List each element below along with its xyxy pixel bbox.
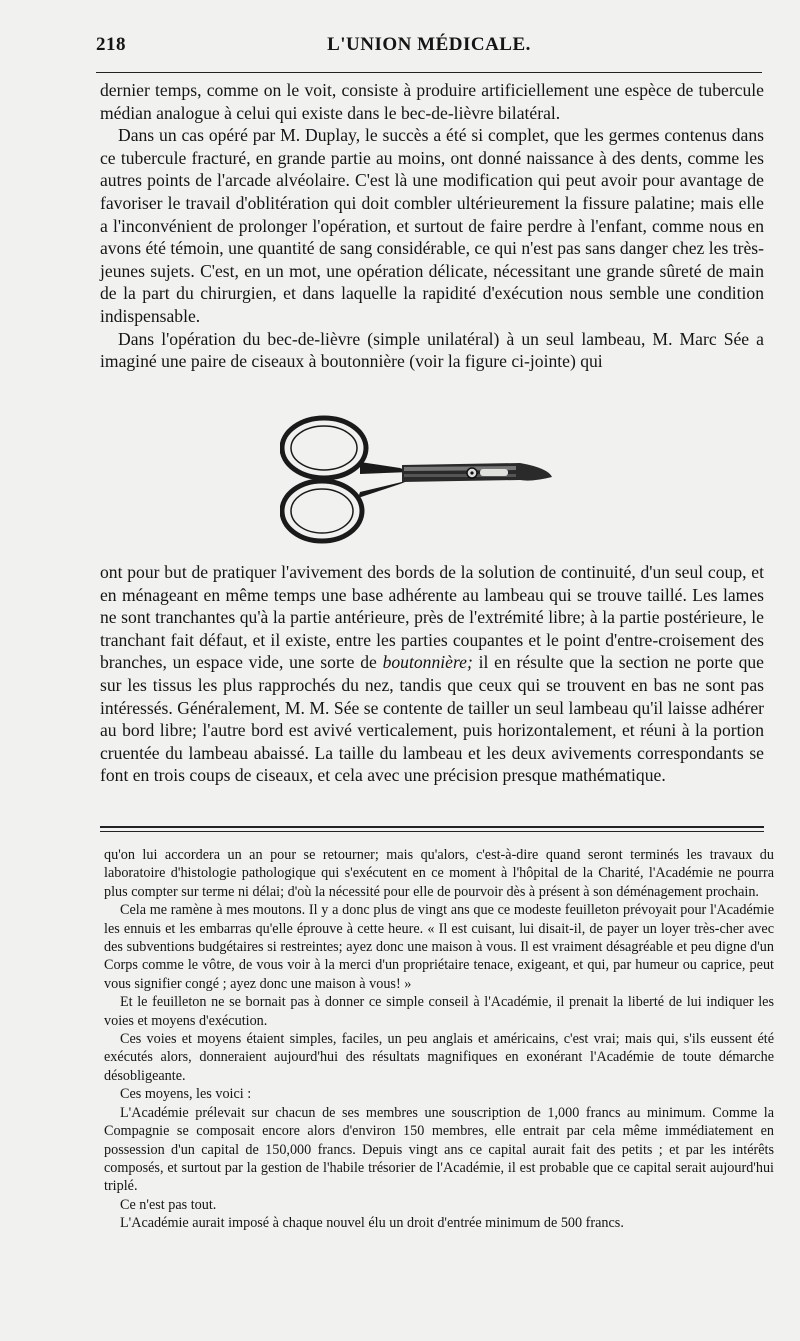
page-number: 218	[96, 34, 126, 55]
feuilleton-separator	[100, 826, 764, 832]
feuilleton-paragraph-2: Cela me ramène à mes moutons. Il y a donc plus de vingt ans que ce modeste feuilleton prévoyait pour l'Académie les ennuis et les embarras qu'elle éprouve à cette heure. « Il est cuisant, lui disait-il, de payer un loyer très-cher avec des subventions budgétaires si restreintes; ayez donc une maison à vous. Il est vraiment désagréable et peu digne d'un Corps comme le vôtre, de vous voir à la merci d'un propriétaire tenace, exigeant, et qui, par humeur ou caprice, peut vous signifier congé ; ayez donc une maison à vous! »	[104, 902, 774, 992]
feuilleton-paragraph-5: Ces moyens, les voici :	[120, 1086, 252, 1103]
article-paragraph-1: dernier temps, comme on le voit, consiste à produire artificiellement une espèce de tubercule médian analogue à celui qui existe dans le bec-de-lièvre bilatéral.	[100, 80, 764, 123]
article-emphasis: boutonnière;	[382, 652, 473, 673]
article-upper	[100, 79, 764, 373]
article-lower	[100, 561, 764, 787]
article-paragraph-4b: il en résulte que la section ne porte que sur les tissus les plus rapprochés du nez, tandis que ceux qui se trouvent en bas ne sont pas intéressés. Généralement, M. M. Sée se contente de tailler un seul lambeau qu'il laisse adhérer au bord libre; l'autre bord est avivé verticalement, puis horizontalement, et réuni à la portion cruentée du lambeau abaissé. La taille du lambeau et les deux avivements correspondants se font en trois coups de ciseaux, et cela avec une précision presque mathématique.	[100, 652, 764, 786]
article-paragraph-2: Dans un cas opéré par M. Duplay, le succès a été si complet, que les germes contenus dans ce tubercule fracturé, en grande partie au moins, ont donné naissance à des dents, comme les autres points de l'arcade alvéolaire. C'est là une modification qui peut avoir pour avantage de favoriser le travail d'oblitération qui doit combler ultérieurement la fissure palatine; mais elle a l'inconvénient de prolonger l'opération, et surtout de faire perdre à l'enfant, comme nous en avons été témoin, une quantité de sang considérable, ce qui n'est pas sans danger chez les très-jeunes sujets. C'est, en un mot, une opération délicate, nécessitant une grande sûreté de main de la part du chirurgien, et dans laquelle la rapidité d'exécution nous semble une condition indispensable.	[100, 125, 764, 326]
feuilleton-paragraph-7: Ce n'est pas tout.	[120, 1196, 217, 1213]
journal-title: L'UNION MÉDICALE.	[327, 34, 531, 55]
feuilleton-paragraph-6: L'Académie prélevait sur chacun de ses membres une souscription de 1,000 francs au minimum. Comme la Compagnie se composait encore alors d'environ 150 membres, elle entrait par cela même immédiatement en possession d'un capital de 150,000 francs. Depuis vingt ans ce capital aurait fait des petits ; et par les intérêts composés, et surtout par la gestion de l'habile trésorier de l'Académie, il est probable que ce capital serait aujourd'hui triplé.	[104, 1104, 774, 1195]
article-paragraph-3: Dans l'opération du bec-de-lièvre (simple unilatéral) à un seul lambeau, M. Marc Sée a imaginé une paire de ciseaux à boutonnière (voir la figure ci-jointe) qui	[100, 328, 764, 372]
article-paragraph-4	[100, 561, 764, 787]
feuilleton-section	[104, 846, 774, 1233]
page-header	[96, 34, 762, 60]
scissors-figure	[280, 410, 558, 560]
feuilleton-paragraph-1: qu'on lui accordera un an pour se retourner; mais qu'alors, c'est-à-dire quand seront terminés les travaux du laboratoire d'histologie pathologique qui s'exécutent en ce moment à l'hôpital de la Charité, l'Académie ne pourra plus compter sur terme ni délai; d'où la nécessité pour elle de pourvoir dès à présent à son déménagement prochain.	[104, 847, 774, 900]
article-paragraph-4a: ont pour but de pratiquer l'avivement des bords de la solution de continuité, d'un seul coup, et en ménageant en même temps une base adhérente au lambeau qui se trouve taillé. Les lames ne sont tranchantes qu'à la partie antérieure, près de l'extrémité libre; à la partie postérieure, le tranchant fait défaut, et il existe, entre les parties coupantes et le point d'entre-croisement des branches, un espace vide, une sorte de	[100, 562, 764, 673]
scissors-icon	[280, 410, 558, 560]
feuilleton-paragraph-8: L'Académie aurait imposé à chaque nouvel élu un droit d'entrée minimum de 500 francs.	[120, 1215, 624, 1232]
header-rule	[96, 72, 762, 73]
feuilleton-paragraph-4: Ces voies et moyens étaient simples, faciles, un peu anglais et américains, c'est vrai; mais qui, s'ils eussent été exécutés alors, donneraient aujourd'hui des résultats magnifiques en exonérant l'Académie de toute démarche désobligeante.	[104, 1031, 774, 1084]
feuilleton-paragraph-3: Et le feuilleton ne se bornait pas à donner ce simple conseil à l'Académie, il prenait la liberté de lui indiquer les voies et moyens d'exécution.	[104, 994, 774, 1029]
